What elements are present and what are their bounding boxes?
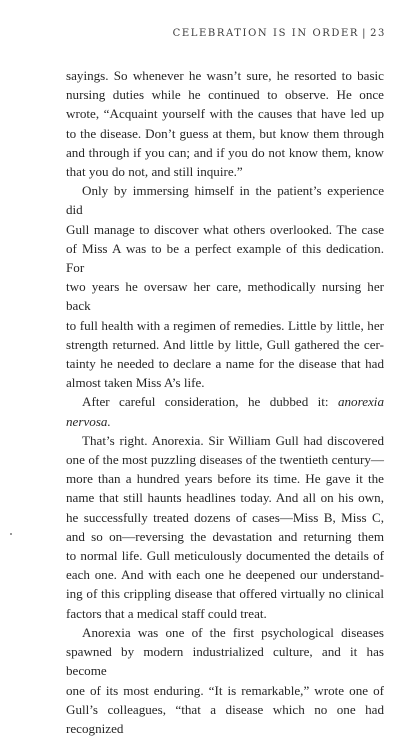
text-line: two years he oversaw her care, methodically nursing her back [66, 279, 384, 314]
header-separator: | [362, 28, 368, 39]
text-line: he successfully treated dozens of cases—Miss B, Miss C, [66, 509, 384, 525]
running-head [173, 28, 386, 39]
text-line: sayings. So whenever he wasn’t sure, he resorted to basic [66, 68, 384, 83]
text-line: and through if you can; and if you do not know them, know [66, 144, 384, 160]
text-line: more than a hundred years before its time. He gave it the [66, 471, 384, 487]
text-line: nursing duties while he continued to observe. He once [66, 87, 384, 103]
body-text [66, 66, 384, 738]
text-line: to the disease. Don’t guess at them, but know them through [66, 125, 384, 141]
text-line: factors that a medical staff could treat. [66, 605, 267, 621]
text-line: tainty he needed to declare a name for the disease that had [66, 356, 384, 372]
text-line: each one. And with each one he deepened our understand- [66, 567, 384, 583]
text-line: and so on—reversing the devastation and returning them [66, 528, 384, 544]
margin-dot [10, 533, 12, 535]
text-line: wrote, “Acquaint yourself with the causes that have led up [66, 106, 384, 122]
text-line: strength returned. And little by little, Gull gathered the cer- [66, 336, 384, 352]
text-line: one of its most enduring. “It is remarkable,” wrote one of [66, 682, 384, 698]
text-line: name that still haunts headlines today. And all on his own, [66, 490, 384, 506]
italic-term: anorexia nervosa. [66, 394, 384, 429]
text-line-start: After careful consideration, he dubbed it: [82, 394, 338, 410]
text-line: ing of this crippling disease that offered virtually no clinical [66, 586, 384, 602]
text-line: Gull’s colleagues, “that a disease which no one had recognized [66, 701, 384, 736]
text-line: That’s right. Anorexia. Sir William Gull had discovered [82, 432, 384, 448]
text-line: Anorexia was one of the first psychological diseases [82, 624, 384, 640]
text-line: to full health with a regimen of remedies. Little by little, her [66, 317, 384, 333]
text-line: almost taken Miss A’s life. [66, 375, 205, 391]
text-line: to normal life. Gull meticulously documented the details of [66, 548, 384, 564]
page-number: 23 [370, 28, 386, 39]
running-title: CELEBRATION IS IN ORDER [172, 28, 360, 39]
text-line: Only by immersing himself in the patient’s experience did [66, 183, 384, 218]
text-line: of Miss A was to be a perfect example of this dedication. For [66, 240, 384, 276]
text-line [66, 392, 384, 430]
text-line: one of the most puzzling diseases of the twentieth century— [66, 452, 384, 468]
text-line: Gull manage to discover what others overlooked. The case [66, 221, 384, 237]
text-line: spawned by modern industrialized culture, and it has become [66, 644, 384, 679]
text-line: that you do not, and still inquire.” [66, 164, 243, 180]
